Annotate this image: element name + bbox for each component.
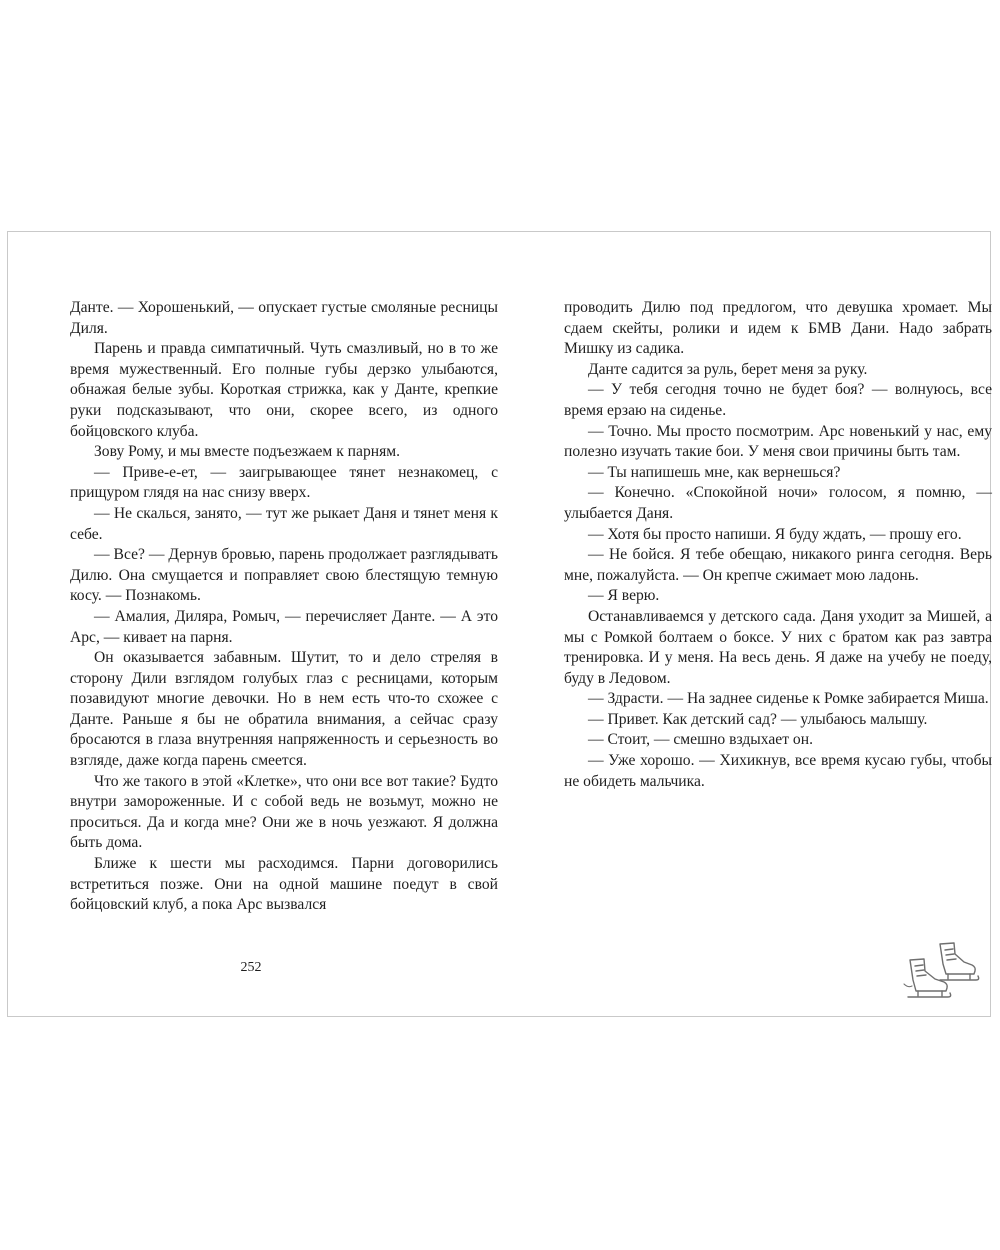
- paragraph: проводить Дилю под предлогом, что девушка хромает. Мы сдаем скейты, ролики и идем к БМВ Дани. Надо забрать Мишку из садика.: [564, 299, 992, 358]
- paragraph: — Амалия, Диляра, Ромыч, — перечисляет Данте. — А это Арс, — кивает на парня.: [70, 607, 498, 646]
- paragraph: Данте садится за руль, берет меня за руку.: [588, 360, 868, 378]
- paragraph: — Я верю.: [588, 587, 660, 605]
- paragraph: Он оказывается забавным. Шутит, то и дело стреляя в сторону Дили взглядом голубых глаз с ресницами, которым позавидуют многие девочки. Но в нем есть что-то схожее с Данте. Раньше я бы не обратила внимания, а сейчас сразу бросаются в глаза внутренняя напряженность и серьезность во взгляде, даже когда парень смеется.: [70, 649, 498, 770]
- right-page-text: [564, 298, 992, 792]
- paragraph: — Стоит, — смешно вздыхает он.: [588, 731, 813, 749]
- paragraph: — Ты напишешь мне, как вернешься?: [588, 463, 841, 481]
- page-number: 252: [240, 960, 262, 975]
- paragraph: — Уже хорошо. — Хихикнув, все время кусаю губы, чтобы не обидеть мальчика.: [564, 752, 992, 790]
- paragraph: — Хотя бы просто напиши. Я буду ждать, — прошу его.: [588, 525, 962, 543]
- ice-skates-icon: [896, 938, 980, 1008]
- paragraph: Данте. — Хорошенький, — опускает густые смоляные ресницы Диля.: [70, 299, 498, 337]
- paragraph: Парень и правда симпатичный. Чуть смазливый, но в то же время мужественный. Его полные губы дерзко улыбаются, обнажая белые зубы. Короткая стрижка, как у Данте, крепкие руки подсказывают, что они, скорее всего, из одного бойцовского клуба.: [70, 340, 498, 440]
- paragraph: — Привет. Как детский сад? — улыбаюсь малышу.: [588, 710, 928, 728]
- paragraph: Останавливаемся у детского сада. Даня уходит за Мишей, а мы с Ромкой болтаем о боксе. У них с братом как раз завтра тренировка. И у меня. На весь день. Я даже на учебу не поеду, буду в Ледовом.: [564, 607, 992, 687]
- paragraph: — Не скалься, занято, — тут же рыкает Даня и тянет меня к себе.: [70, 504, 498, 543]
- paragraph: Зову Рому, и мы вместе подъезжаем к парням.: [94, 443, 401, 461]
- paragraph: — Здрасти. — На заднее сиденье к Ромке забирается Миша.: [588, 690, 989, 708]
- paragraph: — Все? — Дернув бровью, парень продолжает разглядывать Дилю. Она смущается и поправляет свою блестящую темную косу. — Познакомь.: [70, 546, 498, 605]
- book-spread: [7, 231, 991, 1017]
- paragraph: — У тебя сегодня точно не будет боя? — волнуюсь, все время ерзаю на сиденье.: [564, 381, 992, 419]
- left-page-text: [70, 298, 498, 916]
- back-skate-shape: [940, 943, 979, 980]
- paragraph: Ближе к шести мы расходимся. Парни договорились встретиться позже. Они на одной машине поедут в свой бойцовский клуб, а пока Арс вызвался: [70, 855, 498, 914]
- paragraph: — Конечно. «Спокойной ночи» голосом, я помню, — улыбается Даня.: [564, 484, 992, 522]
- paragraph: — Точно. Мы просто посмотрим. Арс новенький у нас, ему полезно изучать такие бои. У меня свои причины быть там.: [564, 422, 992, 461]
- paragraph: — Не бойся. Я тебе обещаю, никакого ринга сегодня. Верь мне, пожалуйста. — Он крепче сжимает мою ладонь.: [564, 546, 992, 584]
- paragraph: Что же такого в этой «Клетке», что они все вот такие? Будто внутри замороженные. И с собой ведь не возьмут, можно не проситься. Да и когда мне? Они же в ночь уезжают. Я должна быть дома.: [70, 772, 498, 852]
- paragraph: — Приве-е-ет, — заигрывающее тянет незнакомец, с прищуром глядя на нас снизу вверх.: [70, 463, 498, 502]
